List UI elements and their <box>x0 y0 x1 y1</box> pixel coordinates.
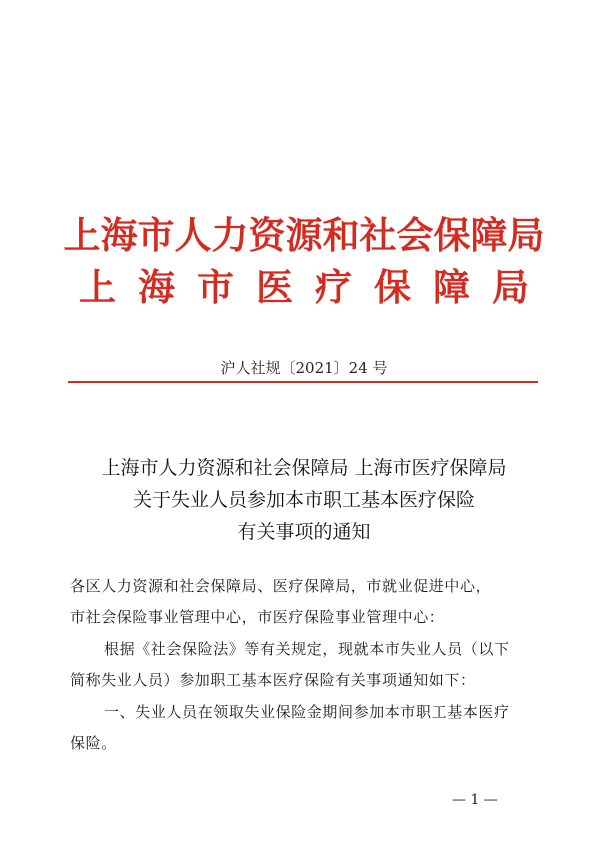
letterhead-line-2: 上海市医疗保障局 <box>79 265 551 309</box>
title-line-1: 上海市人力资源和社会保障局 上海市医疗保障局 <box>101 457 507 479</box>
red-divider <box>68 381 538 383</box>
page-number: — 1 — <box>452 792 498 808</box>
body-line-1: 各区人力资源和社会保障局、医疗保障局，市就业促进中心， <box>70 577 492 595</box>
title-line-3: 有关事项的通知 <box>237 521 371 543</box>
document-number: 沪人社规〔2021〕24 号 <box>220 359 388 377</box>
body-line-4: 简称失业人员）参加职工基本医疗保险有关事项通知如下： <box>70 671 476 689</box>
body-line-5: 一、失业人员在领取失业保险金期间参加本市职工基本医疗 <box>104 703 510 721</box>
title-line-2: 关于失业人员参加本市职工基本医疗保险 <box>132 489 475 511</box>
body-line-6: 保险。 <box>70 734 117 752</box>
body-line-2: 市社会保险事业管理中心，市医疗保险事业管理中心： <box>70 608 445 626</box>
letterhead-line-1: 上海市人力资源和社会保障局 <box>63 213 545 257</box>
body-line-3: 根据《社会保险法》等有关规定，现就本市失业人员（以下 <box>104 640 510 658</box>
